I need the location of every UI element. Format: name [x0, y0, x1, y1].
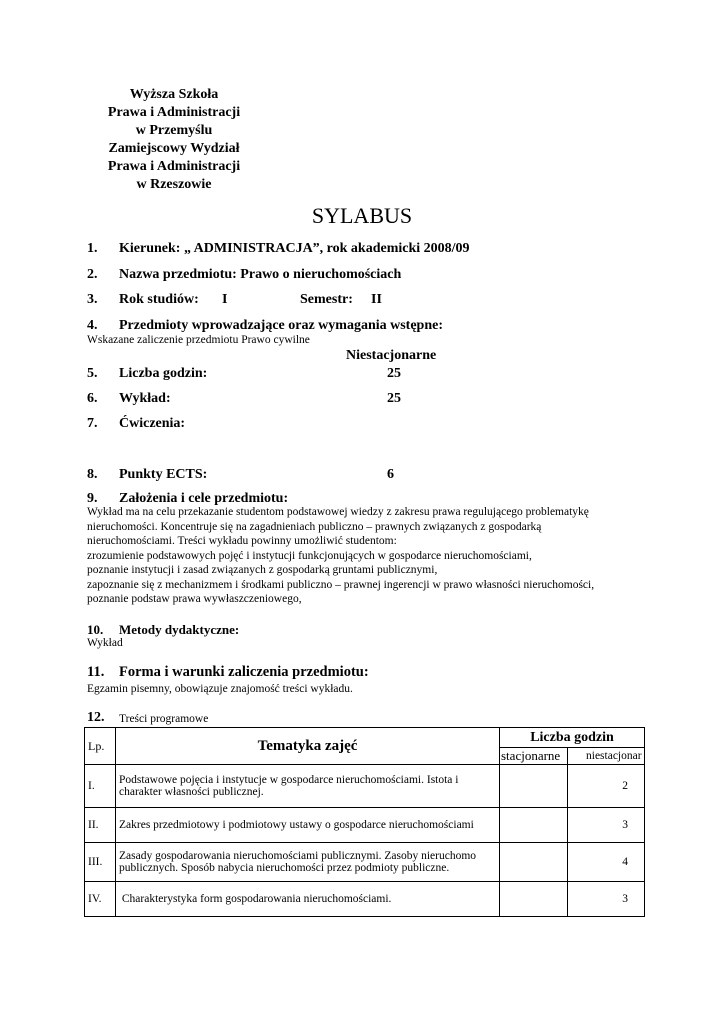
- row-lp: I.: [85, 765, 116, 808]
- item-5-value: 25: [387, 366, 401, 381]
- row-topic: Podstawowe pojęcia i instytucje w gospodarce nieruchomościami. Istota i charakter własności publicznej.: [116, 765, 500, 808]
- semester-label: Semestr:: [300, 292, 353, 307]
- table-row: [85, 882, 645, 917]
- table-row: [85, 843, 645, 882]
- item-1-text: Kierunek: „ ADMINISTRACJA”, rok akademicki 2008/09: [119, 241, 470, 256]
- item-8-label: Punkty ECTS:: [119, 467, 208, 482]
- study-mode-heading: Niestacjonarne: [346, 348, 437, 363]
- page-title: SYLABUS: [311, 203, 413, 228]
- item-11-text: Forma i warunki zaliczenia przedmiotu:: [119, 664, 369, 680]
- semester-value: II: [371, 292, 382, 307]
- item-9-text: Założenia i cele przedmiotu:: [119, 491, 289, 506]
- item-1-number: 1.: [87, 241, 98, 256]
- table-header-lp: Lp.: [85, 728, 116, 765]
- item-6-number: 6.: [87, 391, 98, 406]
- item-8-value: 6: [387, 467, 394, 482]
- item-10-detail: Wykład: [87, 637, 123, 649]
- item-12-text: Treści programowe: [119, 713, 209, 725]
- row-niestacjonarne: 3: [568, 808, 645, 843]
- item-11-detail: Egzamin pisemny, obowiązuje znajomość treści wykładu.: [87, 683, 353, 695]
- row-topic: Charakterystyka form gospodarowania nieruchomościami.: [116, 882, 500, 917]
- item-4-text: Przedmioty wprowadzające oraz wymagania wstępne:: [119, 318, 444, 333]
- row-lp: II.: [85, 808, 116, 843]
- item-10-text: Metody dydaktyczne:: [119, 622, 240, 637]
- row-stacjonarne: [500, 765, 568, 808]
- item-5-number: 5.: [87, 366, 98, 381]
- row-stacjonarne: [500, 882, 568, 917]
- table-header-hours: Liczba godzin: [500, 728, 645, 748]
- paragraph-line: poznanie instytucji i zasad związanych z gospodarką gruntami publicznymi,: [87, 564, 438, 576]
- item-6-label: Wykład:: [119, 391, 171, 406]
- school-header: [104, 86, 244, 194]
- item-4-detail: Wskazane zaliczenie przedmiotu Prawo cywilne: [87, 334, 310, 346]
- table-header-topic: Tematyka zajęć: [116, 728, 500, 765]
- item-6-value: 25: [387, 391, 401, 406]
- row-lp: IV.: [85, 882, 116, 917]
- item-2-text: Nazwa przedmiotu: Prawo o nieruchomościach: [119, 267, 402, 282]
- table-header-niestacjonarne: niestacjonar: [568, 748, 645, 765]
- item-3-value: I: [222, 292, 228, 307]
- item-12-number: 12.: [87, 710, 105, 725]
- item-2-number: 2.: [87, 267, 98, 282]
- row-lp: III.: [85, 843, 116, 882]
- header-line: Prawa i Administracji: [107, 159, 241, 174]
- item-10-number: 10.: [87, 622, 104, 637]
- paragraph-line: Wykład ma na celu przekazanie studentom podstawowej wiedzy z zakresu prawa regulującego problematykę: [87, 506, 589, 518]
- item-4-number: 4.: [87, 318, 98, 333]
- paragraph-line: nieruchomościami. Treści wykładu powinny umożliwić studentom:: [87, 535, 397, 547]
- table-row: [85, 765, 645, 808]
- row-topic: Zakres przedmiotowy i podmiotowy ustawy o gospodarce nieruchomościami: [116, 808, 500, 843]
- program-table: [84, 727, 645, 917]
- row-stacjonarne: [500, 808, 568, 843]
- row-niestacjonarne: 3: [568, 882, 645, 917]
- header-line: w Przemyślu: [135, 123, 213, 138]
- paragraph-line: nieruchomości. Koncentruje się na zagadnieniach publiczno – prawnych związanych z gospodarką: [87, 520, 542, 533]
- paragraph-line: zrozumienie podstawowych pojęć i instytucji funkcjonujących w gospodarce nieruchomościami,: [87, 549, 532, 562]
- row-topic: Zasady gospodarowania nieruchomościami publicznymi. Zasoby nieruchomo publicznych. Sposób nabycia nieruchomości przez podmioty publiczne.: [116, 843, 500, 882]
- item-3-label: Rok studiów:: [119, 292, 199, 307]
- row-niestacjonarne: 2: [568, 765, 645, 808]
- paragraph-line: poznanie podstaw prawa wywłaszczeniowego,: [87, 593, 302, 605]
- item-9-number: 9.: [87, 491, 98, 506]
- header-line: Prawa i Administracji: [107, 105, 241, 120]
- header-line: Wyższa Szkoła: [129, 87, 219, 102]
- item-9-paragraph: [87, 505, 594, 607]
- item-3-number: 3.: [87, 292, 98, 307]
- row-stacjonarne: [500, 843, 568, 882]
- table-row: [85, 808, 645, 843]
- item-7-number: 7.: [87, 416, 98, 431]
- paragraph-line: zapoznanie się z mechanizmem i środkami publiczno – prawnej ingerencji w prawo własności nieruchomości,: [87, 578, 595, 591]
- header-line: w Rzeszowie: [136, 177, 212, 192]
- item-8-number: 8.: [87, 467, 98, 482]
- header-line: Zamiejscowy Wydział: [108, 141, 240, 156]
- item-5-label: Liczba godzin:: [119, 366, 208, 381]
- item-7-label: Ćwiczenia:: [119, 416, 186, 431]
- row-niestacjonarne: 4: [568, 843, 645, 882]
- item-11-number: 11.: [87, 664, 105, 680]
- table-header-stacjonarne: stacjonarne: [500, 748, 568, 765]
